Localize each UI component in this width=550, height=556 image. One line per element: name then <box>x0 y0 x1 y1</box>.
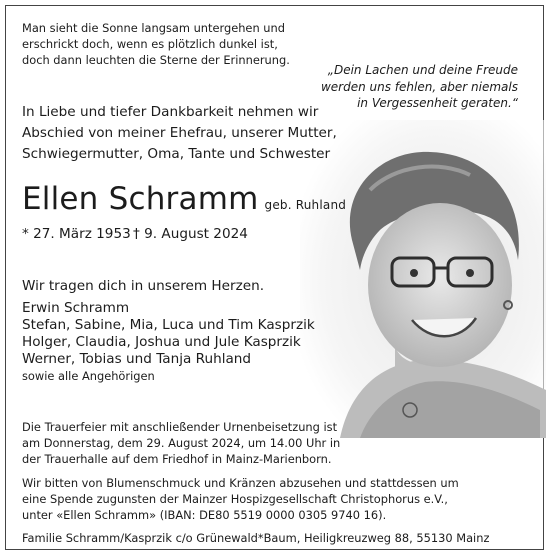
funeral-line-1: Die Trauerfeier mit anschließender Urnenbeisetzung ist <box>22 420 338 434</box>
intro-line-1: In Liebe und tiefer Dankbarkeit nehmen wir <box>22 104 319 120</box>
quote-line-2: werden uns fehlen, aber niemals <box>320 79 518 94</box>
donation-line-2: eine Spende zugunsten der Mainzer Hospizgesellschaft Christophorus e.V., <box>22 492 448 506</box>
quote <box>321 62 518 112</box>
carry-line: Wir tragen dich in unserem Herzen. <box>22 278 265 294</box>
portrait-photo <box>300 120 546 438</box>
family-address: Familie Schramm/Kasprzik c/o Grünewald*Baum, Heiligkreuzweg 88, 55130 Mainz <box>22 531 490 545</box>
mourner-line-2: Stefan, Sabine, Mia, Luca und Tim Kasprzik <box>22 317 315 333</box>
deceased-name: Ellen Schramm <box>22 181 259 217</box>
mourner-line-1: Erwin Schramm <box>22 300 130 316</box>
funeral-line-2: am Donnerstag, dem 29. August 2024, um 14.00 Uhr in <box>22 436 341 450</box>
quote-line-3: in Vergessenheit geraten.“ <box>357 96 518 110</box>
intro-line-3: Schwiegermutter, Oma, Tante und Schwester <box>22 146 331 162</box>
funeral-line-3: der Trauerhalle auf dem Friedhof in Mainz-Marienborn. <box>22 452 332 466</box>
poem-line-1: Man sieht die Sonne langsam untergehen und <box>22 21 285 35</box>
death-date: † 9. August 2024 <box>133 226 248 242</box>
quote-line-1: „Dein Lachen und deine Freude <box>327 63 518 77</box>
poem-line-2: erschrickt doch, wenn es plötzlich dunkel ist, <box>22 37 278 51</box>
deceased-name-line <box>22 181 346 223</box>
intro-line-2: Abschied von meiner Ehefrau, unserer Mutter, <box>22 125 337 141</box>
relatives-line: sowie alle Angehörigen <box>22 369 155 383</box>
donation-line-1: Wir bitten von Blumenschmuck und Kränzen abzusehen und stattdessen um <box>22 476 459 490</box>
birth-date: * 27. März 1953 <box>22 226 131 242</box>
maiden-name: geb. Ruhland <box>264 198 347 212</box>
mourner-line-3: Holger, Claudia, Joshua und Jule Kasprzik <box>22 334 301 350</box>
mourner-line-4: Werner, Tobias und Tanja Ruhland <box>22 351 252 367</box>
poem-line-3: doch dann leuchten die Sterne der Erinnerung. <box>22 53 290 67</box>
donation-line-3: unter «Ellen Schramm» (IBAN: DE80 5519 0000 0305 9740 16). <box>22 508 387 522</box>
